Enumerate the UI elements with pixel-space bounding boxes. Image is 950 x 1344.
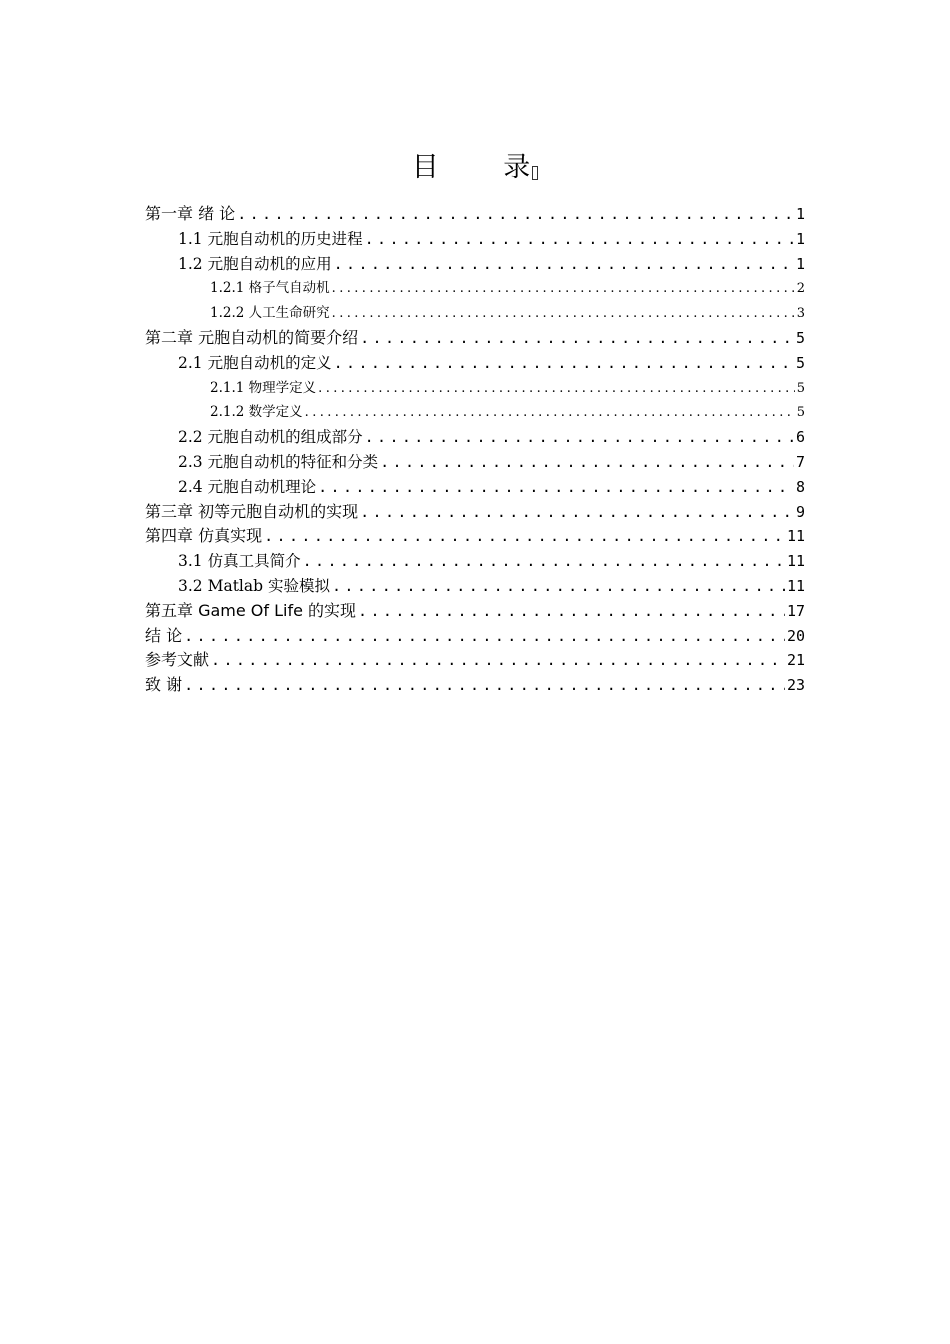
- toc-entry-section-2-1[interactable]: [145, 351, 805, 376]
- toc-entry-section-2-4[interactable]: [145, 475, 805, 500]
- toc-entry-label: 第一章 绪 论: [145, 204, 236, 223]
- toc-entry-section-2-2[interactable]: [145, 425, 805, 450]
- toc-leader-dots: [380, 450, 794, 475]
- toc-leader-dots: [332, 277, 795, 302]
- toc-entry-label: 第三章 初等元胞自动机的实现: [145, 501, 359, 521]
- toc-entry-page: 2: [796, 281, 805, 297]
- toc-entry-chapter-1[interactable]: [145, 202, 805, 227]
- toc-entry-chapter-5[interactable]: [145, 599, 805, 624]
- toc-entry-label: 2.1.2 数学定义: [210, 404, 303, 421]
- toc-leader-dots: [184, 673, 785, 698]
- toc-entry-label: 1.2.1 格子气自动机: [210, 280, 330, 297]
- toc-entry-page: 11: [786, 576, 805, 595]
- toc-entry-page: 21: [786, 651, 805, 670]
- toc-entry-label: 第五章 Game Of Life 的实现: [145, 600, 357, 620]
- toc-leader-dots: [365, 227, 794, 252]
- toc-leader-dots: [237, 202, 794, 227]
- toc-entry-acknowledgements[interactable]: [145, 673, 805, 698]
- toc-entry-label: 3.1 仿真工具简介: [178, 552, 301, 571]
- toc-entry-chapter-2[interactable]: [145, 326, 805, 351]
- toc-leader-dots: [334, 351, 794, 376]
- toc-entry-label: 2.2 元胞自动机的组成部分: [178, 428, 363, 447]
- toc-entry-section-2-3[interactable]: [145, 450, 805, 475]
- toc-entry-conclusion[interactable]: [145, 624, 805, 649]
- toc-entry-section-1-2-2[interactable]: [145, 301, 805, 326]
- toc-entry-section-3-1[interactable]: [145, 549, 805, 574]
- toc-entry-page: 3: [796, 306, 805, 322]
- toc-leader-dots: [211, 648, 785, 673]
- toc-leader-dots: [318, 377, 795, 402]
- toc-entry-section-1-2[interactable]: [145, 252, 805, 277]
- toc-entry-label: 第四章 仿真实现: [145, 526, 263, 546]
- toc-entry-page: 1: [795, 254, 805, 273]
- toc-entry-page: 5: [795, 353, 805, 372]
- toc-entry-section-2-1-1[interactable]: [145, 376, 805, 401]
- toc-entry-page: 5: [796, 405, 805, 421]
- toc-entry-chapter-4[interactable]: [145, 524, 805, 549]
- toc-entry-page: 8: [795, 477, 805, 496]
- table-of-contents: [145, 202, 805, 698]
- toc-entry-label: 结 论: [145, 625, 183, 645]
- toc-entry-label: 1.1 元胞自动机的历史进程: [178, 229, 363, 248]
- toc-entry-label: 3.2 Matlab 实验模拟: [178, 576, 330, 595]
- toc-leader-dots: [184, 624, 785, 649]
- toc-entry-page: 17: [786, 601, 805, 620]
- toc-leader-dots: [332, 574, 785, 599]
- toc-entry-chapter-3[interactable]: [145, 500, 805, 525]
- toc-entry-page: 11: [786, 527, 805, 546]
- toc-entry-page: 9: [795, 502, 805, 521]
- page-title-text: 目 录: [411, 152, 559, 183]
- toc-entry-label: 第二章 元胞自动机的简要介绍: [145, 327, 359, 347]
- toc-entry-page: 5: [795, 328, 805, 347]
- anchor-marker-icon: [532, 166, 538, 180]
- toc-leader-dots: [305, 401, 795, 426]
- toc-entry-label: 1.2 元胞自动机的应用: [178, 254, 332, 273]
- toc-leader-dots: [318, 475, 794, 500]
- toc-entry-page: 7: [795, 452, 805, 471]
- toc-entry-page: 6: [795, 428, 805, 447]
- toc-leader-dots: [334, 252, 794, 277]
- toc-entry-page: 11: [786, 552, 805, 571]
- toc-entry-label: 2.4 元胞自动机理论: [178, 477, 317, 496]
- toc-entry-label: 2.1.1 物理学定义: [210, 379, 317, 396]
- toc-entry-label: 致 谢: [145, 675, 183, 695]
- toc-entry-page: 1: [795, 229, 805, 248]
- toc-entry-page: 20: [786, 626, 805, 645]
- toc-entry-label: 2.3 元胞自动机的特征和分类: [178, 452, 379, 471]
- toc-entry-page: 23: [786, 676, 805, 695]
- toc-entry-page: 5: [796, 380, 805, 396]
- page-title: [0, 150, 950, 186]
- toc-leader-dots: [365, 425, 794, 450]
- toc-entry-references[interactable]: [145, 648, 805, 673]
- toc-leader-dots: [360, 500, 794, 525]
- toc-entry-section-2-1-2[interactable]: [145, 400, 805, 425]
- toc-leader-dots: [358, 599, 785, 624]
- toc-entry-section-1-1[interactable]: [145, 227, 805, 252]
- toc-leader-dots: [360, 326, 794, 351]
- toc-entry-label: 1.2.2 人工生命研究: [210, 305, 330, 322]
- toc-entry-label: 2.1 元胞自动机的定义: [178, 353, 332, 372]
- toc-leader-dots: [264, 524, 785, 549]
- toc-leader-dots: [303, 549, 785, 574]
- toc-entry-section-3-2[interactable]: [145, 574, 805, 599]
- toc-entry-page: 1: [795, 205, 805, 223]
- toc-entry-section-1-2-1[interactable]: [145, 276, 805, 301]
- toc-entry-label: 参考文献: [145, 650, 210, 670]
- toc-leader-dots: [332, 302, 795, 327]
